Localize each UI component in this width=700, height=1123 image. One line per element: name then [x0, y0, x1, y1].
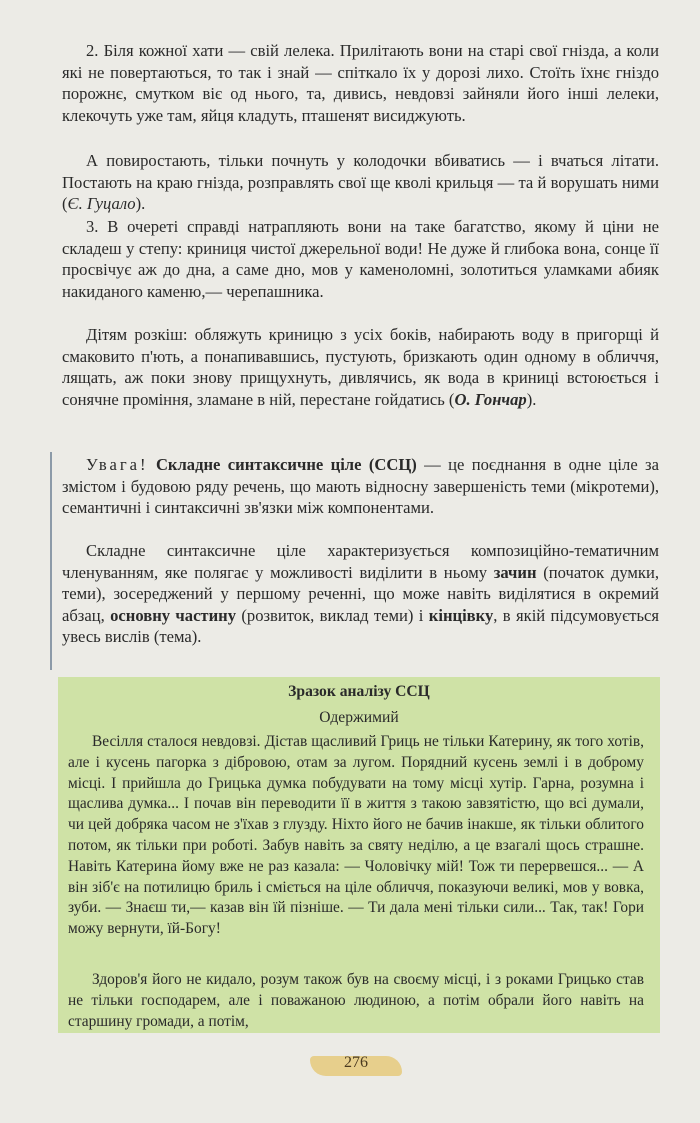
paragraph-storks-cont	[62, 150, 659, 215]
paragraph-text: Біля кожної хати — свій лелека. Прилітають вони на старі свої гнізда, а коли які не повертаються, то так і знай — спіткало їх у дорозі лихо. Стоїть їхнє гніздо порожнє, смутком віє од нього, та, дивись, невдовзі зайняли його інші лелеки, клекочуть уже там, яйця кладуть, пташенят висиджують.	[62, 41, 659, 125]
term-osnovna-chastyna: основну частину	[110, 605, 237, 625]
paragraph-children	[62, 324, 659, 410]
author-citation: Є. Гуцало	[67, 194, 136, 214]
definition-text: — це поєднання в одне ціле за змістом і будовою ряду речень, що мають відносну завершеність теми (мікротеми), семантичні і синтаксичні зв'язки між компонентами.	[62, 455, 659, 518]
author-citation: О. Гончар	[454, 389, 527, 409]
sample-paragraph-2: Здоров'я його не кидало, розум також був на своєму місці, і з роками Грицько став не тільки господарем, але і поважаною людиною, а потім обрали його навіть на старшину громади, а потім,	[68, 971, 644, 1030]
paragraph-well	[62, 216, 659, 302]
composition-text: Складне синтаксичне ціле характеризується композиційно-тематичним членуванням, яке полягає у можливості виділити в ньому	[62, 541, 659, 582]
sample-subtitle: Одержимий	[319, 709, 399, 726]
paragraph-storks	[62, 40, 659, 126]
note-composition	[62, 540, 659, 648]
term-kintsivka: кінцівку	[428, 605, 494, 625]
example-number: 2.	[86, 41, 99, 60]
composition-text: (розвиток, виклад теми) і	[236, 605, 429, 625]
term-ssc: Складне синтаксичне ціле (ССЦ)	[155, 455, 417, 474]
citation-close: ).	[135, 194, 146, 214]
note-margin-bar	[50, 452, 52, 670]
term-zachyn: зачин	[493, 562, 537, 582]
note-definition	[62, 454, 659, 519]
paragraph-text: Дітям розкіш: обляжуть криницю з усіх боків, набирають воду в пригорщі й смаковито п'ють, а понапивавшись, пустують, бризкають один одному в обличчя, лящать, аж поки знову прищухнуть, дивлячись, як вода в криниці встоюється і сонячне проміння, зламане в ній, перестане гойдатись (	[62, 325, 659, 409]
example-number: 3.	[86, 217, 99, 236]
composition-text: (початок думки, теми), зосереджений у першому реченні, що може навіть виділятися в окремий абзац,	[62, 562, 660, 625]
paragraph-text: В очереті справді натрапляють вони на таке багатство, якому й ціни не складеш у степу: криниця чистої джерельної води! Не дуже й глибока вона, сонце її просвічує аж до дна, а саме дно, мов у каменоломні, золотиться уламками абияк накиданого каменю,— черепашника.	[62, 217, 659, 301]
note-label: Увага!	[86, 455, 149, 474]
sample-title: Зразок аналізу ССЦ	[288, 683, 430, 700]
page-number: 276	[344, 1054, 368, 1071]
sample-paragraph-1: Весілля сталося невдовзі. Дістав щасливий Гриць не тільки Катерину, як того хотів, але і кусень пагорка з дібровою, отам за лугом. Порядний кусень землі і в доброму місці. І прийшла до Грицька думка побудувати на тому місці хутір. Гарна, розумна і щаслива думка... І почав він переводити її в життя з такою завзятістю, що всі думали, чи цей добряка часом не з'їхав з глузду. Ніхто його не бачив інакше, як тільки облитого потом, як тільки при роботі. Забув навіть за святу неділю, а це взагалі щось страшне. Навіть Катерина йому вже не раз казала: — Чоловічку мій! Тож ти перервешся... — А він зіб'є на потилицю бриль і сміється на ціле обличчя, показуючи великі, мов у вовка, зуби. — Знаєш ти,— казав він їй пізніше. — Ти дала мені тільки сили... Так, так! Гори можу вернути, їй-Богу!	[68, 733, 644, 938]
composition-text: , в якій підсумовується увесь вислів (тема).	[62, 605, 660, 647]
paragraph-text: А повиростають, тільки почнуть у колодочки вбиватись — і вчаться літати. Постають на краю гнізда, розправлять свої ще кволі крильця — та й ворушать ними (	[62, 151, 659, 214]
page-number-badge	[310, 1050, 402, 1080]
citation-close: ).	[526, 389, 537, 409]
